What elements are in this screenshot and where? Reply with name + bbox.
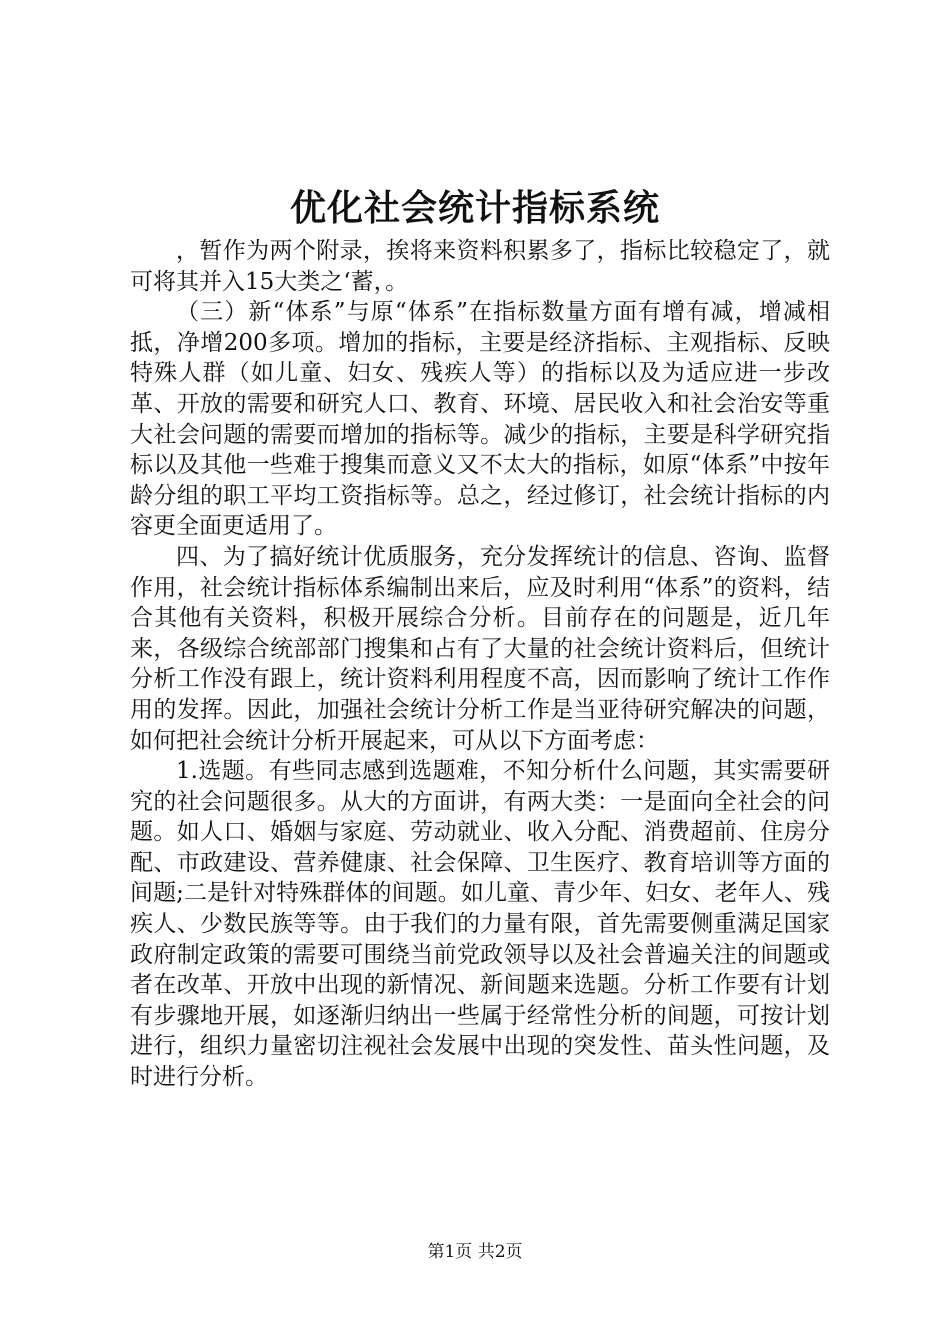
paragraph-appendix-note: ，暂作为两个附录，挨将来资料积累多了，指标比较稳定了，就可将其并入15大类之‘蓄，。 — [130, 238, 830, 295]
paragraph-topic-selection: 1.选题。有些同志感到选题难，不知分析什么问题，其实需要研究的社会问题很多。从大的方面讲，有两大类：一是面向全社会的问题。如人口、婚姻与家庭、劳动就业、收入分配、消费超前、住房分配、市政建设、营养健康、社会保障、卫生医疗、教育培训等方面的间题;二是针对特殊群体的间题。如儿童、青少年、妇女、老年人、残疾人、少数民族等等。由于我们的力量有限，首先需要侧重满足国家政府制定政策的需要可围绕当前党政领导以及社会普遍关注的间题或者在改革、开放中出现的新情况、新间题来选题。分析工作要有计划有步骤地开展，如逐渐归纳出一些属于经常性分析的间题，可按计划进行，组织力量密切注视社会发展中出现的突发性、苗头性问题，及时进行分析。 — [130, 758, 830, 1091]
paragraph-indicator-changes: （三）新“体系”与原“体系”在指标数量方面有增有减，增减相抵，净增200多项。增加的指标，主要是经济指标、主观指标、反映特殊人群（如儿童、妇女、残疾人等）的指标以及为适应进一步改革、开放的需要和研究人口、教育、环境、居民收入和社会治安等重大社会问题的需要而增加的指标等。减少的指标，主要是科学研究指标以及其他一些难于搜集而意义又不太大的指标，如原“体系”中按年龄分组的职工平均工资指标等。总之，经过修订，社会统计指标的内容更全面更适用了。 — [130, 299, 830, 540]
page-footer: 第1页 共2页 — [427, 1242, 523, 1262]
paragraph-statistical-analysis: 四、为了搞好统计优质服务，充分发挥统计的信息、咨询、监督作用，社会统计指标体系编制出来后，应及时利用“体系”的资料，结合其他有关资料，积极开展综合分析。目前存在的问题是，近几年来，各级综合统部部门搜集和占有了大量的社会统计资料后，但统计分析工作没有跟上，统计资料利用程度不高，因而影响了统计工作作用的发挥。因此，加强社会统计分析工作是当亚待研究解决的问题，如何把社会统计分析开展起来，可从以下方面考虑： — [130, 543, 830, 754]
document-body — [130, 236, 830, 1093]
document-title: 优化社会统计指标系统 — [289, 187, 660, 229]
